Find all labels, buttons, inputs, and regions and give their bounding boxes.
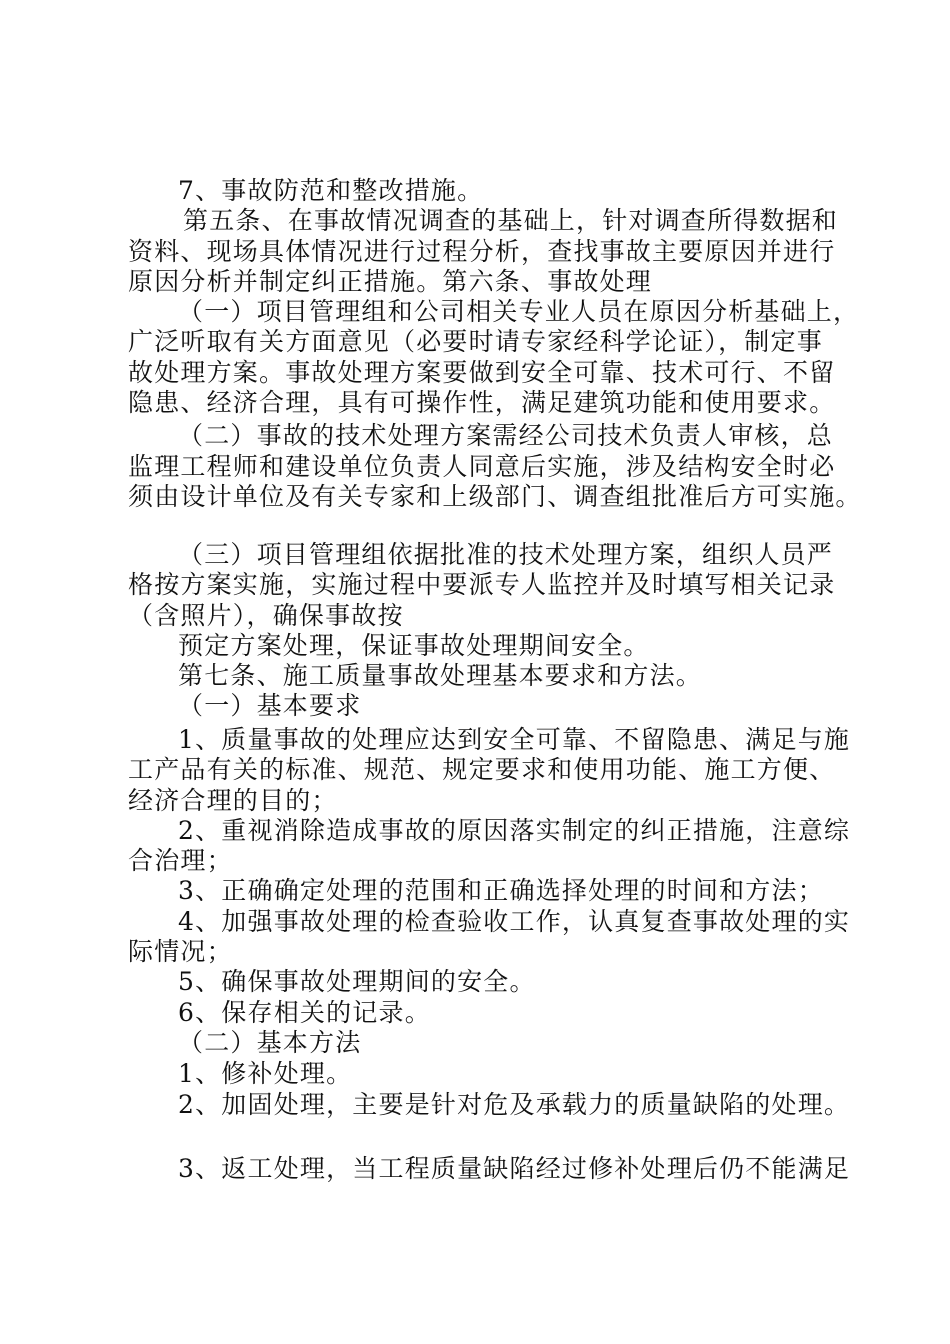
text-line: 第七条、施工质量事故处理基本要求和方法。 [178, 661, 703, 690]
text-line: 监理工程师和建设单位负责人同意后实施，涉及结构安全时必 [128, 452, 836, 481]
text-line: 2、加固处理，主要是针对危及承载力的质量缺陷的处理。 [178, 1090, 851, 1119]
text-line: 6、保存相关的记录。 [178, 998, 431, 1027]
text-line: 2、重视消除造成事故的原因落实制定的纠正措施，注意综 [178, 816, 851, 845]
text-line: 5、确保事故处理期间的安全。 [178, 967, 536, 996]
text-line: 经济合理的目的； [128, 786, 338, 815]
text-line: （含照片），确保事故按 [128, 601, 404, 630]
text-line: 合治理； [128, 846, 233, 875]
text-line: 预定方案处理，保证事故处理期间安全。 [178, 631, 650, 660]
text-line: 4、加强事故处理的检查验收工作，认真复查事故处理的实 [178, 907, 851, 936]
text-line: （二）事故的技术处理方案需经公司技术负责人审核，总 [178, 421, 834, 450]
text-line: 3、返工处理，当工程质量缺陷经过修补处理后仍不能满足 [178, 1154, 851, 1183]
text-line: 际情况； [128, 937, 233, 966]
text-line: 故处理方案。事故处理方案要做到安全可靠、技术可行、不留 [128, 358, 836, 387]
text-line: 7、事故防范和整改措施。 [178, 176, 484, 205]
text-line: （一）基本要求 [178, 691, 362, 720]
text-line: 格按方案实施，实施过程中要派专人监控并及时填写相关记录 [128, 570, 836, 599]
text-line: 第五条、在事故情况调查的基础上，针对调查所得数据和 [183, 206, 839, 235]
text-line: 广泛听取有关方面意见（必要时请专家经科学论证），制定事 [128, 327, 823, 356]
text-line: （三）项目管理组依据批准的技术处理方案，组织人员严 [178, 540, 834, 569]
text-line: 工产品有关的标准、规范、规定要求和使用功能、施工方便、 [128, 755, 836, 784]
text-line: （一）项目管理组和公司相关专业人员在原因分析基础上， [178, 297, 860, 326]
text-line: （二）基本方法 [178, 1028, 362, 1057]
text-line: 资料、现场具体情况进行过程分析，查找事故主要原因并进行 [128, 237, 836, 266]
text-line: 原因分析并制定纠正措施。第六条、事故处理 [128, 267, 653, 296]
text-line: 须由设计单位及有关专家和上级部门、调查组批准后方可实施。 [128, 482, 862, 511]
text-line: 隐患、经济合理，具有可操作性，满足建筑功能和使用要求。 [128, 388, 836, 417]
text-line: 3、正确确定处理的范围和正确选择处理的时间和方法； [178, 876, 824, 905]
text-line: 1、修补处理。 [178, 1059, 353, 1088]
text-line: 1、质量事故的处理应达到安全可靠、不留隐患、满足与施 [178, 725, 851, 754]
